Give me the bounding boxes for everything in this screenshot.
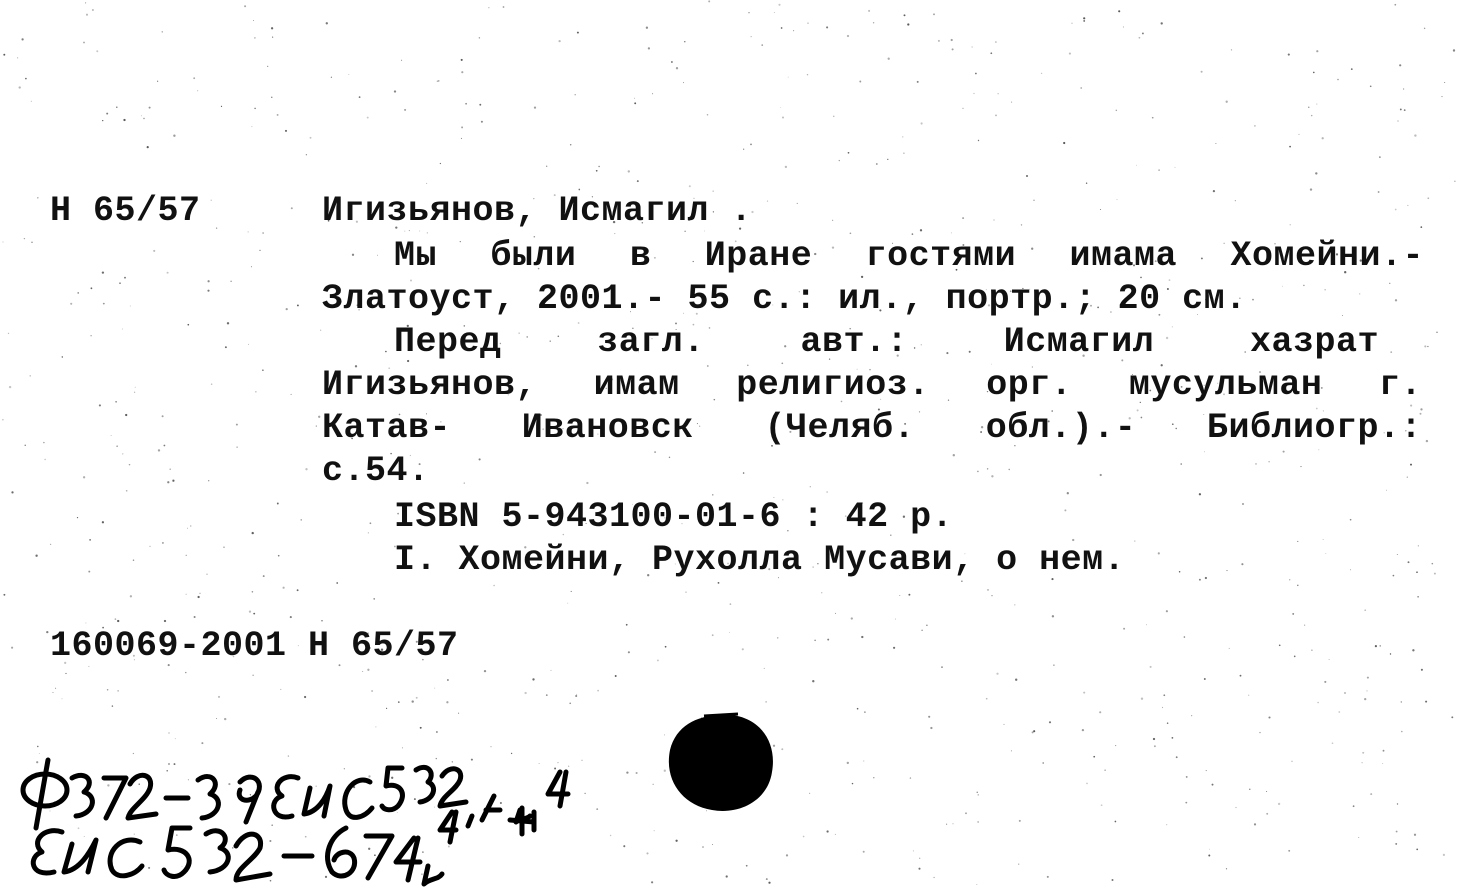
title-line: Мы были в Иране гостями имама Хомейни.- xyxy=(394,236,1424,276)
note-line-4: с.54. xyxy=(322,451,430,491)
handwritten-code-1 xyxy=(23,760,568,828)
subject-line: I. Хомейни, Рухолла Мусави, о нем. xyxy=(394,540,1126,580)
call-number: Н 65/57 xyxy=(50,191,201,231)
note-line-2: Игизьянов, имам религиоз. орг. мусульман г. xyxy=(322,365,1422,405)
ink-blot xyxy=(669,715,773,811)
ink-blot-mark xyxy=(704,714,738,716)
author-line: Игизьянов, Исмагил . xyxy=(322,191,753,231)
note-line-1: Перед загл. авт.: Исмагил хазрат xyxy=(394,322,1379,362)
imprint-line: Златоуст, 2001.- 55 с.: ил., портр.; 20 см. xyxy=(322,279,1247,319)
isbn-line: ISBN 5-943100-01-6 : 42 р. xyxy=(394,497,954,537)
note-line-3: Катав- Ивановск (Челяб. обл.).- Библиогр.: xyxy=(322,408,1422,448)
registration-number: 160069-2001 Н 65/57 xyxy=(50,626,459,666)
